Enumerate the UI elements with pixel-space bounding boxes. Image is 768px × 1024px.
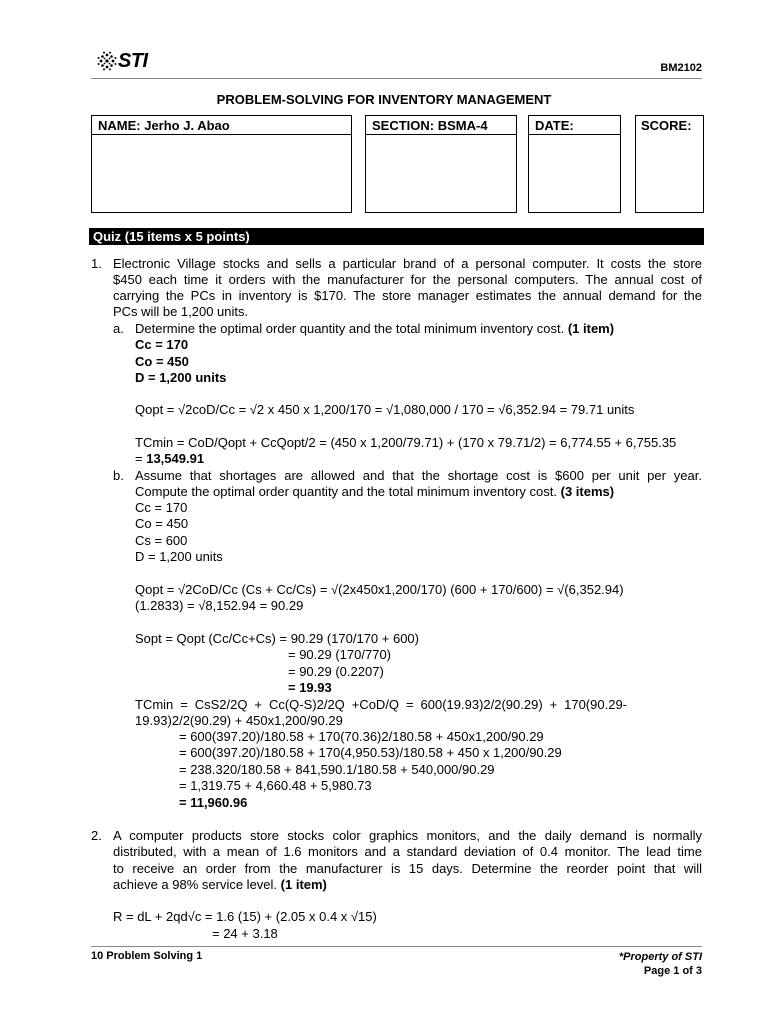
page-title: PROBLEM-SOLVING FOR INVENTORY MANAGEMENT (216, 92, 552, 107)
footer-divider (91, 946, 702, 947)
quiz-header-bar: Quiz (15 items x 5 points) (89, 228, 704, 245)
section-box (365, 115, 517, 213)
q1-line-1: Electronic Village stocks and sells a particular brand of a personal computer. It costs the store (113, 256, 702, 271)
q1a-tcmin-result: 13,549.91 (146, 451, 205, 466)
q1b-tcmin-line-3: = 600(397.20)/180.58 + 170(70.36)2/180.58 + 450x1,200/90.29 (179, 729, 544, 744)
sti-globe-icon (97, 51, 117, 71)
q1b-prompt: Compute the optimal order quantity and the total minimum inventory cost. (135, 484, 557, 499)
q1a-cc: Cc = 170 (135, 337, 189, 352)
q2-line-1: A computer products store stocks color graphics monitors, and the daily demand is normally (113, 828, 702, 843)
footer-property: *Property of STI (618, 951, 702, 963)
q1a-tcmin-line-1: TCmin = CoD/Qopt + CcQopt/2 = (450 x 1,200/79.71) + (170 x 79.71/2) = 6,774.55 + 6,755.35 (135, 435, 677, 450)
q1a-demand: D = 1,200 units (135, 370, 227, 385)
q2-reorder-line-1: R = dL + 2qd√c = 1.6 (15) + (2.05 x 0.4 x √15) (113, 909, 377, 924)
page-number: Page 1 of 3 (643, 965, 702, 977)
q1-number: 1. (91, 256, 102, 271)
q1b-tcmin-result: = 11,960.96 (179, 795, 248, 810)
name-label: NAME: Jerho J. Abao (92, 116, 351, 135)
score-box (635, 115, 704, 213)
q1b-text-line-1: Assume that shortages are allowed and that the shortage cost is $600 per unit per year. (135, 468, 702, 483)
q1a-label: a. (113, 321, 124, 336)
date-label: DATE: (529, 116, 620, 135)
q1a-tcmin-line-2 (135, 451, 204, 467)
score-label: SCORE: (641, 118, 692, 133)
q1b-tcmin-line-6: = 1,319.75 + 4,660.48 + 5,980.73 (179, 778, 372, 793)
q1a-points: (1 item) (567, 321, 615, 336)
q2-line-4 (113, 877, 327, 893)
q1b-cs: Cs = 600 (135, 533, 188, 548)
header-divider (91, 78, 702, 79)
q1b-label: b. (113, 468, 124, 483)
q1b-qopt-line-1: Qopt = √2CoD/Cc (Cs + Cc/Cs) = √(2x450x1,200/170) (600 + 170/600) = √(6,352.94) (135, 582, 624, 597)
section-label: SECTION: BSMA-4 (366, 116, 516, 135)
q1a-text (135, 321, 614, 337)
document-code: BM2102 (660, 62, 702, 74)
q1b-tcmin-line-2: 19.93)2/2(90.29) + 450x1,200/90.29 (135, 713, 343, 728)
q1b-cc: Cc = 170 (135, 500, 188, 515)
q1b-sopt-line-2: = 90.29 (170/770) (288, 647, 391, 662)
q1b-demand: D = 1,200 units (135, 549, 223, 564)
q1b-sopt-line-1: Sopt = Qopt (Cc/Cc+Cs) = 90.29 (170/170 + 600) (135, 631, 419, 646)
q1b-sopt-line-3: = 90.29 (0.2207) (288, 664, 384, 679)
q1a-qopt: Qopt = √2coD/Cc = √2 x 450 x 1,200/170 = √1,080,000 / 170 = √6,352.94 = 79.71 units (135, 402, 635, 417)
q1b-sopt-result: = 19.93 (288, 680, 332, 695)
q1b-text-line-2 (135, 484, 614, 500)
q1b-tcmin-line-5: = 238.320/180.58 + 841,590.1/180.58 + 540,000/90.29 (179, 762, 495, 777)
sti-logo (97, 50, 148, 72)
footer-title: 10 Problem Solving 1 (91, 950, 203, 962)
q1-line-3: carrying the PCs in inventory is $170. The store manager estimates the annual demand for the (113, 288, 702, 303)
footer-right (619, 950, 702, 978)
q1b-points: (3 items) (560, 484, 615, 499)
q1a-tcmin-equals: = (135, 451, 143, 466)
q2-line-2: distributed, with a mean of 1.6 monitors and a standard deviation of 0.4 monitor. The lead time (113, 844, 702, 859)
q2-number: 2. (91, 828, 102, 843)
q1b-tcmin-line-1: TCmin = CsS2/2Q + Cc(Q-S)2/2Q +CoD/Q = 600(19.93)2/2(90.29) + 170(90.29- (135, 697, 627, 712)
q2-line-3: to receive an order from the manufacturer is 15 days. Determine the reorder point that will (113, 861, 702, 876)
q1a-co: Co = 450 (135, 354, 189, 369)
date-box (528, 115, 621, 213)
q2-points: (1 item) (280, 877, 327, 892)
q2-reorder-line-2: = 24 + 3.18 (212, 926, 278, 941)
q1b-tcmin-line-4: = 600(397.20)/180.58 + 170(4,950.53)/180.58 + 450 x 1,200/90.29 (179, 745, 562, 760)
q2-prompt-end: achieve a 98% service level. (113, 877, 278, 892)
q1-line-2: $450 each time it orders with the manufacturer for the personal computers. The annual cost of (113, 272, 702, 287)
logo-text: STI (118, 49, 148, 72)
q1b-qopt-line-2: (1.2833) = √8,152.94 = 90.29 (135, 598, 304, 613)
q1-line-4: PCs will be 1,200 units. (113, 304, 249, 319)
q1a-prompt: Determine the optimal order quantity and the total minimum inventory cost. (135, 321, 565, 336)
q1b-co: Co = 450 (135, 516, 189, 531)
name-box (91, 115, 352, 213)
